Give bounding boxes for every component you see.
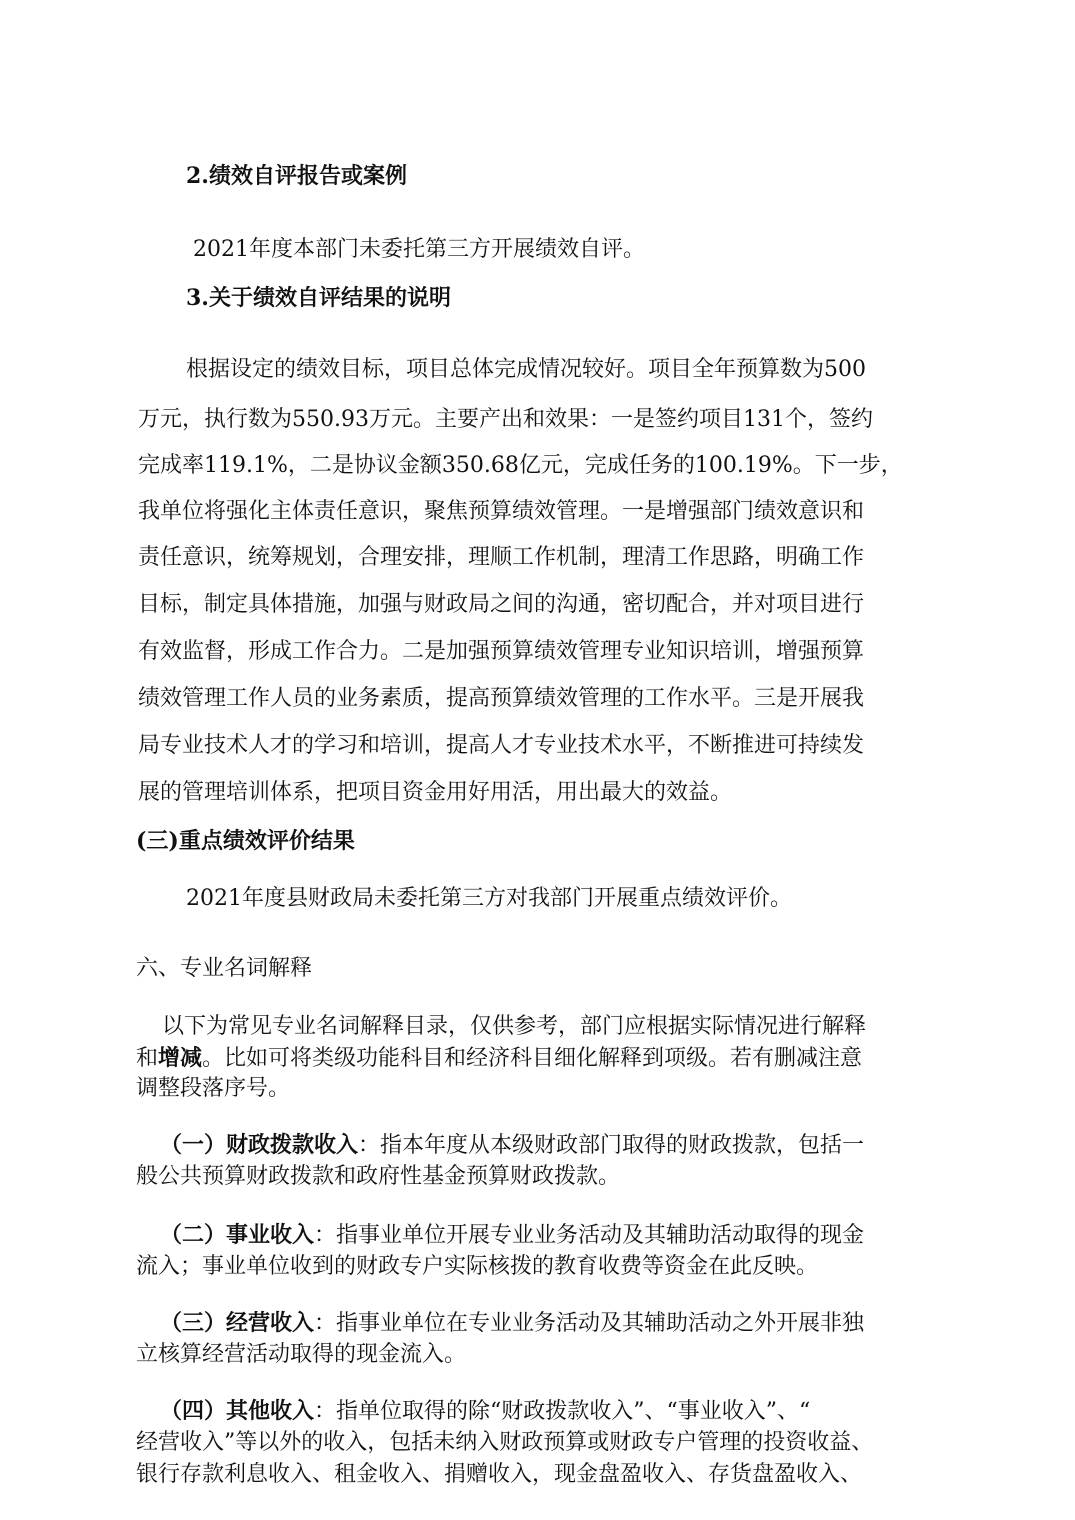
paragraph-key-eval-2021: 2021年度县财政局未委托第三方对我部门开展重点绩效评价。 <box>186 886 792 911</box>
intro-text: 。比如可将类级功能科目和经济科目细化解释到项级。若有删减注意 <box>202 1046 863 1071</box>
term-title: （三）经营收入 <box>160 1310 315 1336</box>
paragraph-line: 展的管理培训体系，把项目资金用好用活，用出最大的效益。 <box>138 780 733 805</box>
term-line <box>160 1130 864 1161</box>
section-six-title: 六、专业名词解释 <box>136 956 313 981</box>
term-line: 银行存款利息收入、租金收入、捐赠收入，现金盘盈收入、存货盘盈收入、 <box>136 1462 863 1487</box>
term-definition: ：指事业单位开展专业业务活动及其辅助活动取得的现金 <box>314 1223 865 1248</box>
intro-line <box>136 1043 862 1074</box>
intro-line: 调整段落序号。 <box>136 1076 291 1101</box>
paragraph-line: 绩效管理工作人员的业务素质，提高预算绩效管理的工作水平。三是开展我 <box>138 686 865 711</box>
paragraph-line: 完成率119.1%，二是协议金额350.68亿元，完成任务的100.19%。下一步， <box>138 453 903 478</box>
heading-key-evaluation: (三)重点绩效评价结果 <box>136 828 355 854</box>
paragraph-line: 我单位将强化主体责任意识，聚焦预算绩效管理。一是增强部门绩效意识和 <box>138 499 865 524</box>
term-title: （一）财政拨款收入 <box>160 1132 359 1158</box>
term-definition: ：指单位取得的除“财政拨款收入”、“事业收入”、“ <box>314 1399 811 1424</box>
term-definition: ：指事业单位在专业业务活动及其辅助活动之外开展非独 <box>314 1311 865 1336</box>
heading-result-explanation: 3.关于绩效自评结果的说明 <box>186 285 451 311</box>
term-line: 经营收入”等以外的收入，包括未纳入财政预算或财政专户管理的投资收益、 <box>136 1430 874 1455</box>
term-line <box>160 1396 810 1427</box>
intro-text: 和 <box>136 1046 159 1071</box>
paragraph-line: 目标，制定具体措施，加强与财政局之间的沟通，密切配合，并对项目进行 <box>138 592 865 617</box>
intro-line: 以下为常见专业名词解释目录，仅供参考，部门应根据实际情况进行解释 <box>162 1014 867 1039</box>
paragraph-line: 根据设定的绩效目标，项目总体完成情况较好。项目全年预算数为500 <box>186 357 866 382</box>
paragraph-line: 责任意识，统筹规划，合理安排，理顺工作机制，理清工作思路，明确工作 <box>138 545 865 570</box>
term-line <box>160 1308 864 1339</box>
paragraph-line: 万元，执行数为550.93万元。主要产出和效果：一是签约项目131个，签约 <box>138 407 873 432</box>
paragraph-self-eval-2021: 2021年度本部门未委托第三方开展绩效自评。 <box>193 237 645 262</box>
intro-emphasis: 增减 <box>158 1045 203 1071</box>
term-line: 般公共预算财政拨款和政府性基金预算财政拨款。 <box>136 1164 621 1189</box>
term-title: （四）其他收入 <box>160 1398 315 1424</box>
term-title: （二）事业收入 <box>160 1222 315 1248</box>
term-definition: ：指本年度从本级财政部门取得的财政拨款，包括一 <box>358 1133 865 1158</box>
paragraph-line: 有效监督，形成工作合力。二是加强预算绩效管理专业知识培训，增强预算 <box>138 639 865 664</box>
term-line: 立核算经营活动取得的现金流入。 <box>136 1342 467 1367</box>
heading-self-eval-report: 2.绩效自评报告或案例 <box>186 163 407 189</box>
paragraph-line: 局专业技术人才的学习和培训，提高人才专业技术水平，不断推进可持续发 <box>138 733 865 758</box>
term-line <box>160 1220 864 1251</box>
term-line: 流入；事业单位收到的财政专户实际核拨的教育收费等资金在此反映。 <box>136 1254 819 1279</box>
